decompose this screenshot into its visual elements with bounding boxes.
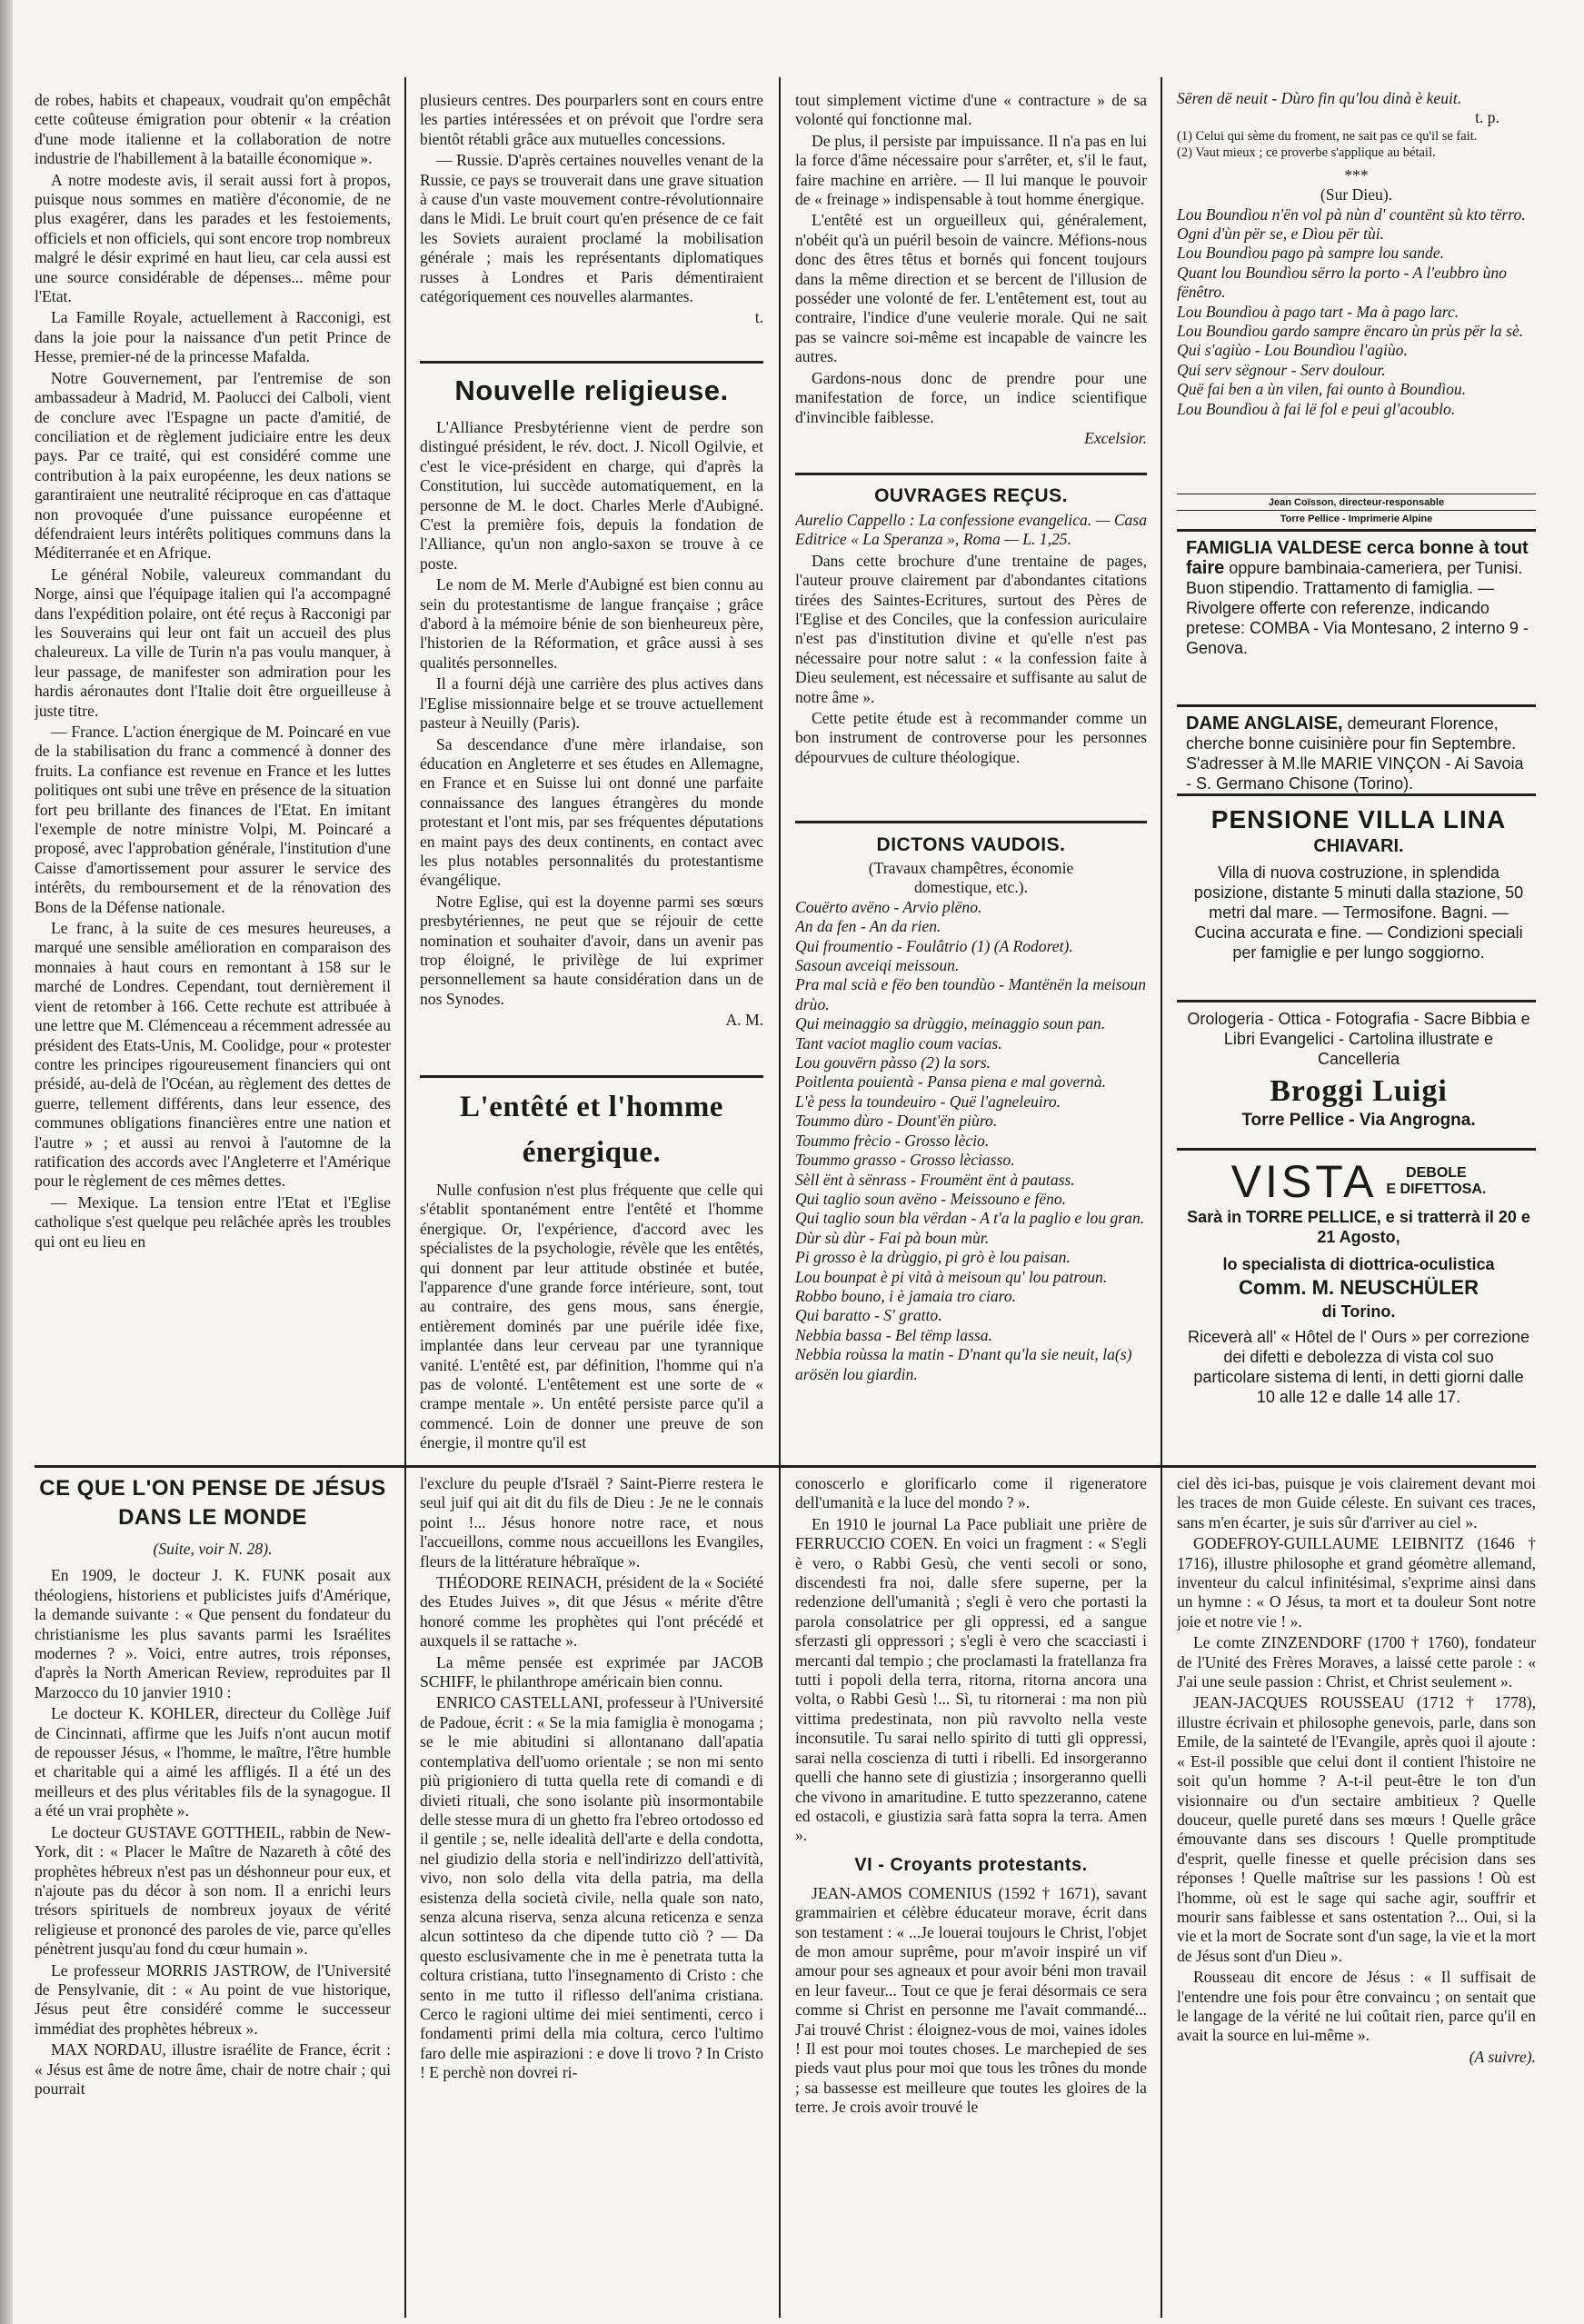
paragraph: Le docteur K. KOHLER, directeur du Collège Juif de Cincinnati, affirme que les Juifs n'ont aucun motif de repousser Jésus, « l'homme, le maître, l'être humble et charitable qui a aimé les affligés. Il a été un des meilleurs et des plus véritables fils de la synagogue. Il a été un vrai prophète ». [35, 1704, 391, 1820]
ad-side: DEBOLE [1406, 1165, 1467, 1181]
paragraph: Le général Nobile, valeureux commandant du Norge, ainsi que l'équipage italien qui l'a accompagné dans l'expédition polaire, ont été reçus à Racconigi par les Souverains qui leur ont fait un accueil des plus chaleureux. La ville de Turin n'a pas voulu manquer, à leur passage, de manifester son admiration pour les hardis aéronautes dont l'Italie doit être orgueilleuse à juste titre. [35, 564, 391, 720]
section-title: DICTONS VAUDOIS. [876, 834, 1066, 855]
dicton-line: L'è pess la toundeuiro - Quë l'agneleuiro. [795, 1092, 1061, 1111]
dicton-line: Lou gouvërn pàsso (2) la sors. [795, 1053, 991, 1072]
paragraph: — France. L'action énergique de M. Poincaré en vue de la stabilisation du franc a commencé à donner des fruits. La confiance est revenue en France et les luttes politiques ont subi une trêve en présence de la situation fort peu brillante des finances de l'Etat. En imitant l'exemple de notre ministre Volpi, M. Poincaré a proposé, avec l'approbation générale, l'institution d'une Caisse d'amortissement pour assurer le service des intérêts, du remboursement et de la rénovation des Bons de la Défense nationale. [35, 723, 391, 916]
section-subtitle: (Travaux champêtres, économie domestique, etc.). [868, 859, 1074, 897]
paragraph: THÉODORE REINACH, président de la « Société des Etudes Juives », dit que Jésus « mérite d'être honoré comme les prophètes qui l'ont précédé et auxquels il se rattache ». [420, 1573, 763, 1651]
signature: Excelsior. [1084, 428, 1147, 447]
paragraph: Nulle confusion n'est plus fréquente que celle qui s'établit spontanément entre l'entêté et l'homme énergique. Or, l'expérience, d'accord avec les spécialistes de la psychologie, révèle que les entêtés, qui donnent par leur attitude obstinée et butée, l'apparence d'une grande force intérieure, sont, tout au contraire, des gens mous, sans énergie, entièrement dominés par une puérile idée fixe, implantée dans leur cerveau par une tyrannique vanité. L'entêté est, par définition, l'homme qui n'a pas de volonté. L'entêtement est une sorte de « crampe mentale ». Un entêté persiste parce qu'il a commencé. Loin de donner une preuve de son énergie, il montre qu'il est [420, 1181, 763, 1452]
section-subtitle: (Suite, voir N. 28). [153, 1540, 273, 1558]
section-rule [1177, 793, 1536, 796]
ad-body: Villa di nuova costruzione, in splendida posizione, distante 5 minuti dalla stazione, 50 metri dal mare. — Termosifone. Bagni. — Cucina accurata e fine. — Condizioni speciali per famiglie e per lungo soggiorno. [1193, 863, 1524, 962]
dicton-line: Robbo bouno, i è jamaia tro ciaro. [795, 1286, 1017, 1305]
paragraph: De plus, il persiste par impuissance. Il n'a pas en lui la force d'âme nécessaire pour s'arrêter, et, s'il le faut, faire machine en arrière. — Il lui manque le pouvoir de « freinage » indispensable à tout homme énergique. [795, 131, 1147, 209]
jesus-column-1 [35, 1474, 391, 2310]
column-rule [1161, 77, 1162, 2318]
entete-article [420, 1084, 763, 1461]
paragraph: Notre Gouvernement, par l'entremise de son ambassadeur à Madrid, M. Paolucci dei Calboli, vient de conclure avec l'Espagne un pacte d'amitié, de conciliation et de règlement judiciaire entre les deux pays. Par ce traité, qui est considéré comme une contribution à la paix européenne, les deux nations se garantiraient une neutralité réciproque en cas d'attaque non provoquée d'une puissance européenne et défendraient leurs intérêts politiques communs dans la Méditerranée et en Afrique. [35, 368, 391, 563]
masthead-editor: Jean Coïsson, directeur-responsable [1268, 497, 1445, 508]
paragraph: Gardons-nous donc de prendre pour une manifestation de force, un indice scientifique d'invincible faiblesse. [795, 368, 1147, 426]
ad-side: E DIFETTOSA. [1386, 1182, 1487, 1197]
masthead-printer: Torre Pellice - Imprimerie Alpine [1280, 514, 1433, 524]
dicton-line: Ogni d'ùn për se, e Dìou për tùi. [1177, 224, 1385, 244]
paragraph: l'exclure du peuple d'Israël ? Saint-Pierre restera le seul juif qui ait dit du fils de Dieu : Je ne le connais point !... Jésus honore notre race, et nous l'accueillons, comme nous accueillons les Evangiles, fleurs de la littérature hébraïque ». [420, 1474, 763, 1571]
ad-body: Sarà in TORRE PELLICE, e si tratterrà il 20 e 21 Agosto, [1187, 1208, 1530, 1246]
masthead-rule [1177, 510, 1536, 511]
dicton-line: Qui meinaggio sa drùggio, meinaggio soun pan. [795, 1014, 1106, 1033]
ad-body: Orologeria - Ottica - Fotografia - Sacre Bibbia e Libri Evangelici - Cartolina illustrate e Cancelleria [1187, 1010, 1530, 1068]
dicton-line: Sasoun avceiqi meissoun. [795, 956, 960, 975]
section-rule [420, 1075, 763, 1078]
column-rule [779, 77, 781, 2318]
paragraph: Le comte ZINZENDORF (1700 † 1760), fondateur de l'Unité des Frères Moraves, a laissé cette parole : « J'ai une seule passion : Christ, et Christ seulement ». [1177, 1633, 1536, 1691]
dicton-line: Qui serv sëgnour - Serv doulour. [1177, 360, 1386, 379]
ad-body: demeurant Florence, cherche bonne cuisinière pour fin Septembre. S'adresser à M.lle MARIE VINÇON - Ai Savoia - S. Germano Chisone (Torino). [1186, 714, 1524, 793]
ad-body: lo specialista di diottrica-oculistica [1222, 1255, 1495, 1273]
signature: t. [754, 308, 763, 327]
section-rule [1177, 1148, 1536, 1151]
section-rule [795, 473, 1147, 475]
dicton-line: Quë fai ben a ùn vilen, fai ounto à Boundìou. [1177, 380, 1467, 399]
section-rule [1177, 529, 1536, 532]
footnote: (1) Celui qui sème du froment, ne sait pas ce qu'il se fait. [1177, 128, 1478, 144]
column-4-top [1177, 89, 1536, 516]
ad-lead: DAME ANGLAISE, [1186, 713, 1343, 733]
paragraph: tout simplement victime d'une « contracture » de sa volonté qui fonctionne mal. [795, 91, 1147, 129]
dicton-line: An da fen - An da rien. [795, 917, 941, 936]
paragraph: JEAN-JACQUES ROUSSEAU (1712 † 1778), illustre écrivain et philosophe genevois, parle, dans son Emile, de la sainteté de l'Evangile, après quoi il ajoute : « Est-il possible que celui dont il contient l'histoire ne soit qu'un homme ? A-t-il peut-être le ton d'un visionnaire ou d'un sectaire ambitieux ? Quelle douceur, quelle pureté dans ses mœurs ! Quelle grâce émouvante dans ses discours ! Quelle promptitude d'esprit, quelle finesse et quelle précision dans ses réponses ! Quelle maîtrise sur les passions ! Où est l'homme, où est le sage qui sache agir, souffrir et mourir sans faiblesse et sans ostentation ?... Oui, si la vie et la mort de Socrate sont d'un sage, la vie et la mort de Jésus sont d'un Dieu ». [1177, 1693, 1536, 1965]
jesus-column-2 [420, 1474, 763, 2310]
dicton-list [1177, 205, 1536, 419]
section-title: L'entêté et l'homme énergique. [460, 1091, 723, 1169]
dicton-line: Dùr sù dùr - Fai pà boun mùr. [795, 1228, 990, 1247]
dicton-line: Nebbia roùssa la matin - D'nant qu'la sie neuit, la(s) arösën lou giardin. [795, 1345, 1132, 1383]
dicton-line: Sëren dë neuit - Dùro fin qu'lou dinà è keuit. [1177, 89, 1462, 107]
column-3-top [795, 91, 1147, 454]
ad-pensione-villa-lina [1186, 804, 1531, 963]
dicton-line: Pi grosso è la drùggio, pi grò è lou paisan. [795, 1248, 1071, 1267]
dicton-line: Nebbia bassa - Bel tëmp lassa. [795, 1325, 992, 1344]
paragraph: MAX NORDAU, illustre israélite de France, écrit : « Jésus est âme de notre âme, chair de notre chair ; qui pourrait [35, 2040, 391, 2098]
section-title: CE QUE L'ON PENSE DE JÉSUS [39, 1476, 386, 1501]
ad-broggi-luigi [1186, 1009, 1531, 1131]
dicton-line: Pra mal scià e fëo ben toundùo - Mantënën la meisoun drùo. [795, 975, 1147, 1013]
dicton-line: Couërto avëno - Arvio plëno. [795, 897, 982, 916]
section-subtitle: (Sur Dieu). [1320, 185, 1393, 204]
paragraph: Le professeur MORRIS JASTROW, de l'Université de Pensylvanie, dit : « Au point de vue historique, Jésus peut être considéré comme le successeur immédiat des prophètes hébreux ». [35, 1960, 391, 2038]
nouvelle-religieuse [420, 371, 763, 1071]
ad-big-word: VISTA [1230, 1156, 1378, 1207]
dicton-line: Sèll ënt à sënrass - Froumënt ënt à pautass. [795, 1170, 1075, 1189]
paragraph: L'Alliance Presbytérienne vient de perdre son distingué président, le rév. doct. J. Nicoll Ogilvie, et c'est le vice-président en charge, qui d'après la Constitution, lui succède automatiquement, en la personne de M. le doct. Charles Merle d'Aubigné. C'est la première fois, depuis la fondation de l'Alliance, qu'un non anglo-saxon se trouve à ce poste. [420, 418, 763, 573]
dicton-line: Lou Boundìou gardo sampre ëncaro ùn prùs për la sè. [1177, 322, 1524, 341]
signature: (A suivre). [1469, 2047, 1536, 2066]
section-rule [1177, 704, 1536, 707]
ad-lead: FAMIGLIA VALDESE cerca bonne à tout faire [1186, 538, 1529, 578]
paragraph: ciel dès ici-bas, puisque je vois clairement devant moi les traces de mon Guide céleste. En suivant ces traces, sans m'en écarter, je suis sûr d'arriver au ciel ». [1177, 1474, 1536, 1531]
paragraph: L'entêté est un orgueilleux qui, généralement, n'obéit qu'à un puéril besoin de vaincre. Méfions-nous donc des êtres têtus et bornés qui foncent toujours dans la même direction et se bercent de l'illusion de posséder une volonté de fer. L'entêtement est, tout au contraire, l'indice d'une veulerie morale. Qui ne sait pas se vaincre soi-même est incapable de vaincre les autres. [795, 211, 1147, 366]
section-rule [1177, 1000, 1536, 1002]
dicton-line: Qui froumentio - Foulâtrio (1) (A Rodoret). [795, 936, 1073, 955]
ad-body: di Torino. [1321, 1302, 1396, 1321]
dicton-line: Quant lou Boundìou sërro la porto - A l'eubbro ùno fënêtro. [1177, 263, 1507, 302]
dicton-line: Poitlenta pouientà - Pansa piena e mal governà. [795, 1072, 1107, 1092]
ad-famiglia-valdese [1186, 538, 1531, 658]
jesus-column-3 [795, 1474, 1147, 2310]
column-1-top [35, 91, 391, 1459]
ouvrages-recus [795, 482, 1147, 809]
paragraph: A notre modeste avis, il serait aussi fort à propos, puisque nous sommes en matière d'économie, de ne plus exagérer, dans les parades et les festoiements, officiels et non officiels, qui sont encore trop nombreux malgré le désir exprimé en haut lieu, car cela aussi est une source considérable de dépenses... même pour l'Etat. [35, 170, 391, 306]
dicton-line: Lou Boundìou à fai lë fol e peui gl'acoublo. [1177, 399, 1456, 418]
dicton-line: Qui s'agiùo - Lou Boundìou l'agiùo. [1177, 341, 1408, 360]
dicton-line: Lou Boundìou pago pà sampre lou sande. [1177, 244, 1445, 263]
paragraph: plusieurs centres. Des pourparlers sont en cours entre les parties intéressées et on prévoit que l'ordre sera bientôt rétabli grâce aux mutuelles concessions. [420, 91, 763, 148]
section-rule [795, 821, 1147, 823]
section-title: VI - Croyants protestants. [854, 1854, 1088, 1875]
asterism: *** [1344, 165, 1369, 185]
dicton-line: Toummo frècio - Grosso lècio. [795, 1131, 990, 1150]
dicton-line: Lou bounpat è pi vità à meisoun qu' lou patroun. [795, 1267, 1108, 1286]
paragraph: En 1910 le journal La Pace publiait une prière de FERRUCCIO COEN. En voici un fragment : « S'egli è vero, o Rabbi Gesù, che venti secoli or sono, discendesti fra noi, dalle sfere superne, per la redenzione dell'umanità ; s'egli è vero che portasti la parola consolatrice per gli oppressi, ed a sangue sferzasti gli oppressori ; s'egli è vero che scacciasti i mercanti dal tempio ; che proclamasti la fratellanza fra tutti i popoli della terra, ritorna, ritorna ancora una volta, o Rabbi Gesù !... Sì, tu ritornerai : ma non più vittima predestinata, non più ravvolto nella veste inconsutile. Tu sarai nello spirito di tutti gli oppressi, sarai nella coscienza di tutti i ribelli. Ed insorgeranno quelli che hanno sete di giustizia ; insorgeranno quelli che vivono in amaritudine. E tutto spezzeranno, catene ed ostacoli, e giustizia sarà fatta sopra la terra. Amen ». [795, 1514, 1147, 1845]
paragraph: Le franc, à la suite de ces mesures heureuses, a marqué une sensible amélioration en comparaison des monnaies à haut cours en remontant à 158 sur le marché de Londres. Cependant, tout dernièrement il vient de retomber à 166. Cette rechute est attribuée à une lettre que M. Clémenceau a récemment adressée au président des Etats-Unis, M. Coolidge, pour « protester contre les principes rigoureusement financiers qui ont présidé, au-delà de l'Océan, au règlement des dettes de guerre, tellement différents, dans leur essence, des communes obligations financières entre une nation et l'autre » ; et aussi au renvoi à l'automne de la ratification des accords avec l'Angleterre et l'Amérique pour le règlement de ces mêmes dettes. [35, 919, 391, 1191]
signature: t. p. [1475, 108, 1499, 127]
paragraph: Cette petite étude est à recommander comme un bon instrument de controverse pour les personnes dépourvues de culture théologique. [795, 709, 1147, 766]
ad-name: Broggi Luigi [1270, 1074, 1448, 1108]
paragraph: La Famille Royale, actuellement à Racconigi, est dans la joie pour la naissance d'un petit Prince de Hesse, premier-né de la princesse Mafalda. [35, 308, 391, 366]
dicton-line: Toummo dùro - Dount'ën piùro. [795, 1112, 998, 1131]
dicton-line: Lou Boundìou à pago tart - Ma à pago larc. [1177, 302, 1459, 321]
ad-body: oppure bambinaia-cameriera, per Tunisi. Buon stipendio. Trattamento di famiglia. — Rivolgere offerte con referenze, indicando pretese: COMBA - Via Montesano, 2 interno 9 - Genova. [1186, 559, 1529, 657]
paragraph: de robes, habits et chapeaux, voudrait qu'on empêchât cette coûteuse émigration pour obtenir « la création d'une mode italienne et la collaboration de notre industrie de l'habillement à la bataille économique ». [35, 91, 391, 168]
paragraph: — Mexique. La tension entre l'Etat et l'Eglise catholique s'est quelque peu relâchée après les troubles qui ont eu lieu en [35, 1192, 391, 1251]
paragraph: conoscerlo e glorificarlo come il rigeneratore dell'umanità e la luce del mondo ? ». [795, 1474, 1147, 1512]
paragraph: Sa descendance d'une mère irlandaise, son éducation en Angleterre et ses études en Allemagne, en France et en Suisse lui ont donné une parfaite connaissance des langues étrangères du monde protestant et l'ont mis, par ses fréquentes députations en maint pays des deux continents, en contact avec les plus notables personnalités du protestantisme évangélique. [420, 734, 763, 890]
ad-place: Torre Pellice - Via Angrogna. [1241, 1111, 1476, 1130]
dicton-line: Tant vaciot maglio coum vacias. [795, 1033, 1002, 1052]
scan-edge [0, 0, 13, 2324]
dicton-line: Qui taglio soun avëno - Meissouno e fëno. [795, 1189, 1067, 1208]
column-2-top [420, 91, 763, 354]
page-divider [35, 1465, 1536, 1468]
jesus-column-4 [1177, 1474, 1536, 2310]
column-rule [404, 77, 406, 2318]
paragraph: Notre Eglise, qui est la doyenne parmi ses sœurs presbytériennes, ne peut que se réjouir de cette nomination et souhaiter d'avoir, dans un avenir pas trop éloigné, le privilège de lui exprimer personnellement sa haute considération dans un de nos Synodes. [420, 892, 763, 1008]
dicton-list [795, 898, 1147, 1384]
signature: A. M. [725, 1011, 763, 1030]
ad-city: CHIAVARI. [1313, 836, 1404, 856]
dicton-line: Lou Boundìou n'ën vol pà nùn d' countënt sù kto tërro. [1177, 204, 1526, 224]
ad-dame-anglaise [1186, 713, 1531, 793]
paragraph: La même pensée est exprimée par JACOB SCHIFF, le philanthrope américain bien connu. [420, 1652, 763, 1691]
paragraph: Il a fourni déjà une carrière des plus actives dans l'Eglise missionnaire belge et se trouve actuellement pasteur à Neuilly (Paris). [420, 674, 763, 733]
section-title: DANS LE MONDE [118, 1505, 307, 1530]
paragraph: Le nom de M. Merle d'Aubigné est bien connu au sein du protestantisme de langue française ; grâce d'abord à la mémoire bénie de son bienheureux père, l'historien de la Réformation, et grâce aussi à ses qualités personnelles. [420, 575, 763, 672]
paragraph: — Russie. D'après certaines nouvelles venant de la Russie, ce pays se trouverait dans une grave situation à cause d'un vaste mouvement contre-révolutionnaire dans le Midi. Le bruit court qu'en présence de ce fait les Soviets auraient proclamé la mobilisation générale ; mais les représentants diplomatiques russes à Londres et Paris démentiraient catégoriquement ces nouvelles alarmantes. [420, 151, 763, 306]
ad-body: Comm. M. NEUSCHÜLER [1238, 1276, 1479, 1299]
ad-body: Riceverà all' « Hôtel de l' Ours » per correzione dei difetti e debolezza di vista col suo particolare sistema di lenti, in detti giorni dalle 10 alle 12 e dalle 14 alle 17. [1187, 1328, 1530, 1406]
paragraph: ENRICO CASTELLANI, professeur à l'Université de Padoue, écrit : « Se la mia famiglia è monogama ; se le mie abitudini si allontanano dall'apatia contemplativa dell'uomo orientale ; se non mi sento più prigioniero di tutta quella rete di comandi e di divieti rituali, che sono isolante più insormontabile delle stesse mura di un ghetto fra l'ebreo ortodosso ed il gentile ; se, nelle idealità dell'arte e della condotta, nel giudizio della storia e nell'indirizzo dell'attività, vivo, non solo della vita della patria, ma della esistenza della società civile, nella quale son nato, senza alcuna riserva, senza alcuna reticenza e senza alcun sottinteso da che dipende tutto ciò ? — Da questo esclusivamente che in me è penetrata tutta la coltura cristiana, tutto l'insegnamento di Cristo : che sento in me tutto il riflesso dell'anima cristiana. Cerco le ragioni ultime dei miei sentimenti, cerco i fondamenti primi della mia coltura, cerco l'ultimo faro delle mie aspirazioni : e dove li trovo ? In Cristo ! E perchè non dovrei ri- [420, 1693, 763, 2082]
footnote: (2) Vaut mieux ; ce proverbe s'applique au bétail. [1177, 145, 1436, 160]
dicton-line: Qui taglio soun bla vërdan - A t'a la paglio e lou gran. [795, 1209, 1145, 1228]
paragraph: En 1909, le docteur J. K. FUNK posait aux théologiens, historiens et publicistes juifs d'Amérique, la demande suivante : « Que pensent du fondateur du christianisme les plus savants parmi les Israélites modernes ? ». Voici, entre autres, trois réponses, d'après la North American Review, reproduites par Il Marzocco du 10 janvier 1910 : [35, 1566, 391, 1701]
dicton-line: Qui baratto - S' gratto. [795, 1306, 942, 1325]
paragraph: Dans cette brochure d'une trentaine de pages, l'auteur prouve clairement par d'abondantes citations tirées des Saintes-Ecritures, surtout des Pères de l'Eglise et des Conciles, que la confession auriculaire n'est pas d'institution divine et qu'elle n'est pas nécessaire pour notre salut : « la confession faite à Dieu seulement, est nécessaire et suffisante au salut de notre âme ». [795, 551, 1147, 706]
paragraph: JEAN-AMOS COMENIUS (1592 † 1671), savant grammairien et célèbre éducateur morave, écrit dans son testament : « ...Je louerai toujours le Christ, l'objet de mon amour suprême, pour m'avoir inspiré un vif amour pour ses agneaux et pour avoir béni mon travail en leur faveur... Tout ce que je ferai désormais ce sera comme si Christ en personne me l'avait commandé... J'ai trouvé Christ : éloignez-vous de moi, vaines idoles ! Il est pour moi toutes choses. Le marchepied de ses pieds vaut plus pour moi que tous les trônes du monde ; sa bassesse est meilleure que toutes les gloires de la terre. Je crois avoir trouvé le [795, 1883, 1147, 2117]
ad-title: PENSIONE VILLA LINA [1210, 805, 1507, 833]
section-title: OUVRAGES REÇUS. [874, 485, 1068, 506]
section-rule [420, 361, 763, 364]
dicton-line: Toummo grasso - Grosso lèciasso. [795, 1151, 1015, 1170]
dictons-vaudois [795, 832, 1147, 1459]
paragraph: GODEFROY-GUILLAUME LEIBNITZ (1646 † 1716), illustre philosophe et grand géomètre allemand, inventeur du calcul infinitésimal, s'exprime ainsi dans un hymne : « O Jésus, ta mort et ta douleur Sont notre joie et notre vie ! ». [1177, 1534, 1536, 1631]
paragraph: Le docteur GUSTAVE GOTTHEIL, rabbin de New-York, dit : « Placer le Maître de Nazareth à côté des prophètes hébreux n'est pas un déshonneur pour eux, et n'ajoute pas du décor à son nom. Il a enrichi leurs trésors spirituels de nombreux joyaux de vérité religieuse et prononcé des paroles de vie, parce qu'elles pénètrent jusqu'au fond du cœur humain ». [35, 1822, 391, 1959]
citation: Aurelio Cappello : La confessione evangelica. — Casa Editrice « La Speranza », Roma — L. 1,25. [795, 511, 1147, 549]
ad-vista [1186, 1156, 1531, 1407]
paragraph: Rousseau dit encore de Jésus : « Il suffisait de l'entendre une fois pour être convaincu ; on sentait que le langage de la vérité ne lui coûtait rien, parce qu'il en avait la source en lui-même ». [1177, 1968, 1536, 2045]
section-title: Nouvelle religieuse. [454, 374, 729, 406]
